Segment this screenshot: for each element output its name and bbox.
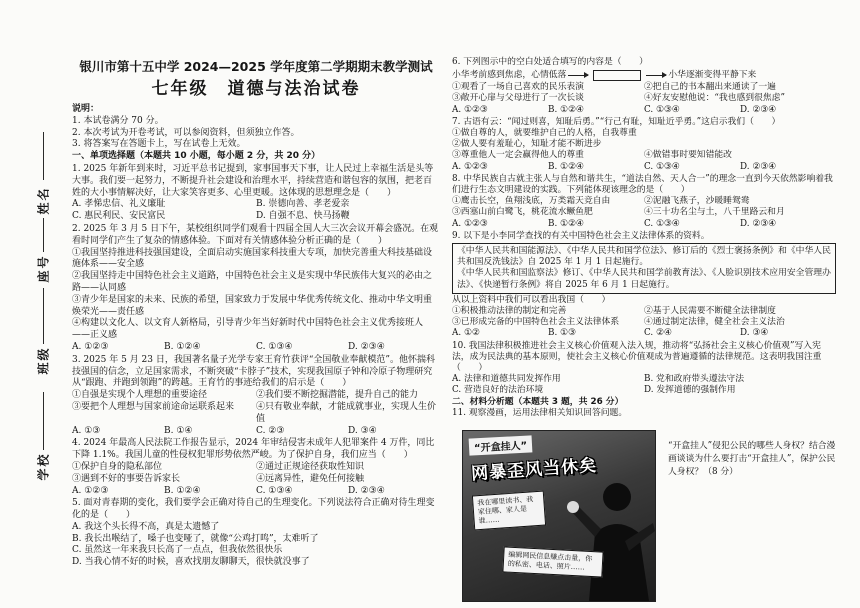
statements [72, 390, 440, 425]
option-a: A. ①②③ [72, 341, 109, 352]
statement-3: ③已形成完备的中国特色社会主义法律体系 [452, 317, 620, 328]
option-d: D. ②③④ [740, 218, 776, 229]
option-d: D. ③④ [348, 425, 377, 436]
instruction-item: 2. 本次考试为开卷考试，可以参阅资料，但须独立作答。 [72, 127, 300, 138]
statement-1: ①我国坚持推进科技强国建设，全面启动实施国家科技重大专项，加快完善重大科技基础设施体系——安全感 [72, 247, 433, 270]
section-heading-choice: 一、单项选择题（本题共 10 小题，每小题 2 分，共 20 分） [72, 151, 321, 162]
statement-1: ①自强是实现个人理想的重要途径 [72, 390, 208, 401]
question-9 [452, 231, 836, 340]
statement-2: ②泥融飞燕子，沙暖睡鸳鸯 [644, 196, 750, 207]
answer-options [72, 426, 440, 438]
statement-4: ④做错事时要知错能改 [644, 150, 732, 161]
statement-1: ①积极推动法律的制定和完善 [452, 306, 567, 317]
answer-options [452, 162, 836, 173]
option-a: A. 法律和道德共同发挥作用 [452, 374, 561, 385]
question-stem: 4. 2024 年最高人民法院工作报告显示，2024 年审结侵害未成年人犯罪案件 4 万件，同比下降 1.1%。我国儿童的性侵权犯罪形势依然严峻。为了保护自身，我们应当（ ） [72, 438, 435, 461]
question-stem: 1. 2025 年新年到来时，习近平总书记提到，家事国事天下事，让人民过上幸福生活是头等大事。我们要一起努力，不断提升社会建设和治理水平，持续营造和谐包容的氛围，把老百姓的大小事情解决好，让大家笑容更多、心里更暖。这体现的思想理念是（ ） [72, 163, 434, 198]
figure-silhouette [565, 471, 655, 601]
arrow-right-icon [568, 75, 588, 76]
right-column [452, 56, 836, 419]
question-7 [452, 117, 836, 173]
statement-3: ③要把个人理想与国家前途命运联系起来 [72, 401, 235, 412]
option-d: D. ②③④ [348, 485, 385, 496]
option-b: B. ①④ [164, 425, 193, 436]
option-b: B. ①②④ [548, 104, 584, 115]
section-heading-analysis: 二、材料分析题（本题共 3 题，共 26 分） [452, 396, 624, 407]
instruction-item: 1. 本试卷满分 70 分。 [72, 115, 164, 126]
statement-3: ③西塞山前白鹭飞，桃花流水鳜鱼肥 [452, 207, 593, 218]
question-stem: 5. 面对青春期的变化，我们要学会正确对待自己的生理变化。下列说法符合正确对待生理变化的是（ ） [72, 498, 435, 521]
question-11-stem: 11. 观察漫画，运用法律相关知识回答问题。 [452, 407, 628, 418]
statement-4: ④通过制定法律，健全社会主义法治 [644, 317, 785, 328]
option-a: A. 孝悌忠信、礼义廉耻 [72, 199, 166, 210]
answer-options [72, 342, 440, 354]
option-b: B. ①②④ [164, 485, 201, 496]
seat-label: 座号 [36, 254, 51, 283]
option-a: A. ①②③ [452, 104, 488, 115]
option-c: C. ①③④ [256, 485, 293, 496]
answer-options [72, 199, 440, 223]
statement-1: ①保护自身的隐私部位 [72, 461, 163, 472]
name-fill-line [43, 132, 44, 180]
material-paragraph: 《中华人民共和国监察法》修订、《中华人民共和国学前教育法》、《人脸识别技术应用安全管理办法》、《快递暂行条例》将自 2025 年 6 月 1 日起施行。 [457, 268, 831, 290]
instructions-heading: 说明： [72, 104, 100, 114]
question-10 [452, 341, 836, 397]
speech-bubble: 我在哪里读书、我家住哪、家人是谁…… [472, 491, 546, 531]
option-b: B. ①②④ [548, 218, 584, 229]
option-c: C. 营造良好的法治环境 [452, 385, 544, 396]
option-b: B. ①②④ [164, 341, 201, 352]
school-label: 学校 [36, 452, 51, 481]
statement-2: ②把自己的书本翻出来通读了一遍 [644, 82, 776, 93]
cartoon-banner: “开盒挂人” [469, 435, 533, 455]
statement-2: ②基于人民需要不断健全法律制度 [644, 306, 776, 317]
class-fill-line [43, 288, 44, 344]
statement-4: ④只有敬业奉献，才能成就事业，实现人生价值 [256, 401, 437, 424]
option-d: D. 发挥道德的强制作用 [644, 385, 736, 396]
exam-subtitle: 七年级 道德与法治试卷 [151, 79, 361, 99]
option-c: C. ②④ [644, 328, 672, 339]
statement-4: ④构建以文化人、以文育人新格局，引导青少年当好新时代中国特色社会主义优秀接班人——正义感 [72, 318, 424, 341]
option-b: B. ①③ [548, 328, 576, 339]
statements [452, 82, 836, 104]
statement-4: ④好友安慰他说：“我也感到很焦虑” [644, 93, 785, 104]
option-c: C. ②③ [256, 425, 285, 436]
cartoon-image [462, 430, 656, 602]
speech-bubble: 编辑网民信息赚点击量，你的私密、电话、照片…… [502, 546, 603, 577]
question-stem: 7. 古语有云：“闻过则喜，知耻后勇。”“行己有耻，知耻近乎勇。”这启示我们（ ） [452, 116, 781, 127]
statement-2: ②通过正规途径获取性知识 [256, 461, 365, 472]
question-3 [72, 355, 440, 438]
question-stem: 3. 2025 年 5 月 23 日，我国著名量子光学专家王育竹获评“全国敬业奉献模范”。他怀揣科技强国的信念，立足国家需求，不断突破“卡脖子”技术，实现我国原子钟和冷原子物理研究从“跟跑、并跑到领跑”的跨越。王育竹的事迹给我们的启示是（ ） [72, 354, 436, 389]
question-4 [72, 438, 440, 497]
statement-3: ③敞开心扉与父母进行了一次长谈 [452, 93, 584, 104]
question-stem: 6. 下列图示中的空白处适合填写的内容是（ ） [452, 57, 648, 67]
option-a: A. ①③ [72, 425, 101, 436]
question-stem: 2. 2025 年 3 月 5 日下午，某校组织同学们观看十四届全国人大三次会议开幕会盛况。在观看时同学们产生了复杂的情感体验。下面对有关情感体验分析正确的是（ ） [72, 223, 439, 246]
statement-2: ②做人要有羞耻心，知耻才能不断进步 [452, 139, 602, 150]
statements [452, 306, 836, 328]
flow-diagram [452, 68, 836, 82]
statement-3: ③尊重他人一定会赢得他人的尊重 [452, 150, 584, 161]
option-d: D. ②③④ [740, 104, 776, 115]
answer-options [452, 105, 836, 116]
option-a: A. ①② [452, 328, 480, 339]
question-2 [72, 224, 440, 354]
name-label: 姓名 [36, 186, 51, 215]
question-stem: 8. 中华民族自古就主张人与自然和谐共生，“道法自然、天人合一”的理念一直到今天依然影响着我们进行生态文明建设的实践。下列能体现该理念的是（ ） [452, 173, 833, 196]
statement-1: ①做自尊的人，就要维护自己的人格，自我尊重 [452, 128, 637, 139]
material-box [452, 243, 836, 294]
option-b: B. 崇德向善、孝老爱亲 [256, 199, 350, 210]
answer-options [72, 486, 440, 498]
statement-1: ①观看了一场自己喜欢的民乐表演 [452, 82, 584, 93]
arrow-right-icon [646, 75, 666, 76]
option-a: A. ①②③ [452, 161, 488, 172]
question-8 [452, 174, 836, 230]
option-d: D. 当我心情不好的时候，喜欢找朋友聊聊天，很快就没事了 [72, 557, 310, 568]
answer-options [452, 374, 836, 396]
statement-2: ②我国坚持走中国特色社会主义道路，中国特色社会主义是实现中华民族伟大复兴的必由之路——认同感 [72, 271, 433, 293]
option-c: C. ①③④ [256, 341, 293, 352]
question-1 [72, 164, 440, 223]
flow-end: 小华逐渐变得平静下来 [668, 69, 757, 80]
answer-options [452, 328, 836, 339]
question-6 [452, 57, 836, 116]
flow-start: 小华考前感到焦虑，心情低落 [452, 69, 567, 80]
option-c: C. ①③④ [644, 161, 680, 172]
question-11-prompt: “开盒挂人”侵犯公民的哪些人身权？结合漫画谈谈为什么要打击“开盒挂人”，保护公民人身权？（8 分） [668, 441, 836, 477]
statement-4: ④远离异性，避免任何接触 [256, 473, 365, 484]
blank-box [593, 70, 641, 81]
statement-3: ③青少年是国家的未来、民族的希望，国家致力于发展中华优秀传统文化、推动中华文明重焕荣光——责任感 [72, 294, 433, 317]
question-lead: 从以上资料中我们可以看出我国（ ） [452, 294, 611, 305]
material-paragraph: 《中华人民共和国能源法》、《中华人民共和国学位法》、修订后的《烈士褒扬条例》和《中华人民共和国反洗钱法》自 2025 年 1 月 1 日起施行。 [457, 246, 831, 268]
option-a: A. ①②③ [452, 218, 488, 229]
instructions [72, 104, 440, 151]
instruction-item: 3. 将答案写在答题卡上，写在试卷上无效。 [72, 139, 246, 150]
statements [452, 196, 836, 218]
question-stem: 9. 以下是小李同学查找的有关中国特色社会主义法律体系的资料。 [452, 230, 710, 241]
option-a: A. ①②③ [72, 485, 109, 496]
option-d: D. ③④ [740, 328, 769, 339]
statements [72, 462, 440, 486]
option-c: C. ①③④ [644, 218, 680, 229]
answer-options [452, 219, 836, 230]
question-stem: 10. 我国法律积极推进社会主义核心价值观入法入规，推动将“弘扬社会主义核心价值观”写入宪法，成为民法典的基本原则，使社会主义核心价值观成为普遍遵循的法律规范。这表明我国注重（ ） [452, 340, 822, 374]
cartoon-title: 网暴歪风当休矣 [470, 455, 598, 485]
option-b: B. 我长出喉结了，嗓子也变哑了，就像“公鸡打鸣”，太难听了 [72, 533, 319, 544]
option-b: B. 党和政府带头遵法守法 [644, 374, 745, 385]
statement-2: ②我们要不断挖掘潜能，提升自己的能力 [256, 390, 419, 401]
option-d: D. ②③④ [740, 161, 776, 172]
statement-4: ④三十功名尘与土，八千里路云和月 [644, 207, 785, 218]
statement-3: ③遇到不好的事要告诉家长 [72, 473, 181, 484]
option-c: C. ①③④ [644, 104, 680, 115]
statement-1: ①鹰击长空，鱼翔浅底，万类霜天竞自由 [452, 196, 611, 207]
school-fill-line [43, 392, 44, 450]
option-a: A. 我这个头长得不高，真是太遗憾了 [72, 521, 220, 532]
question-5 [72, 498, 440, 569]
option-c: C. 惠民利民、安民富民 [72, 211, 166, 222]
seat-fill-line [43, 218, 44, 252]
exam-title: 银川市第十五中学 2024—2025 学年度第二学期期末教学测试 [79, 59, 433, 74]
left-column [72, 58, 440, 569]
option-d: D. ②③④ [348, 341, 385, 352]
option-d: D. 自强不息、快马扬鞭 [256, 211, 350, 222]
option-b: B. ①②④ [548, 161, 584, 172]
class-label: 班级 [36, 346, 51, 375]
option-c: C. 虽然这一年来我只长高了一点点，但我依然很快乐 [72, 545, 283, 556]
statements [452, 150, 836, 161]
